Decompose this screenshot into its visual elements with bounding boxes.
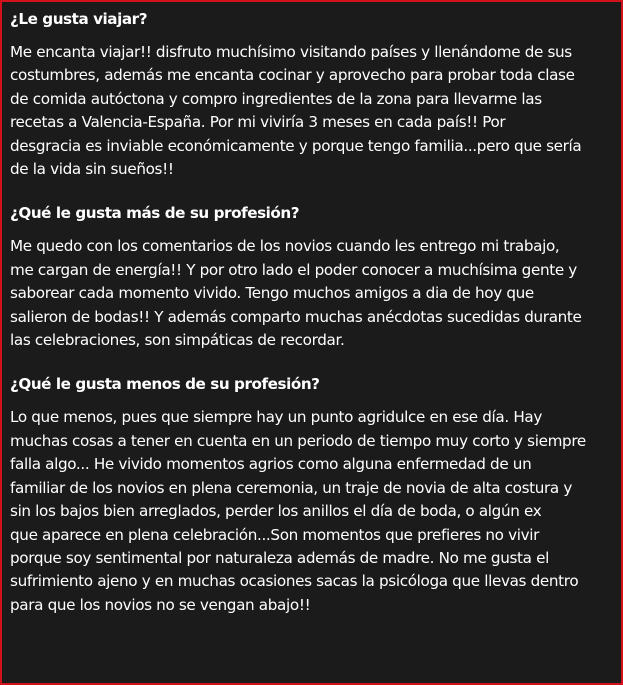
answer-line: saborear cada momento vivido. Tengo muchos amigos a dia de hoy que <box>10 284 534 303</box>
answer-text <box>10 235 615 352</box>
answer-line: las celebraciones, son simpáticas de recordar. <box>10 331 345 350</box>
answer-line: me cargan de energía!! Y por otro lado el poder conocer a muchísima gente y <box>10 260 577 279</box>
answer-line: de la vida sin sueños!! <box>10 160 174 179</box>
question-heading: ¿Qué le gusta más de su profesión? <box>10 204 300 223</box>
answer-line: recetas a Valencia-España. Por mi viviría 3 meses en cada país!! Por <box>10 113 506 132</box>
answer-line: sufrimiento ajeno y en muchas ocasiones sacas la psicóloga que llevas dentro <box>10 572 579 591</box>
question-heading: ¿Le gusta viajar? <box>10 10 148 28</box>
answer-line: sin los bajos bien arreglados, perder los anillos el día de boda, o algún ex <box>10 502 542 521</box>
answer-line: costumbres, además me encanta cocinar y aprovecho para probar toda clase <box>10 66 575 85</box>
answer-line: salieron de bodas!! Y además comparto muchas anécdotas sucedidas durante <box>10 307 582 326</box>
answer-line: muchas cosas a tener en cuenta en un periodo de tiempo muy corto y siempre <box>10 431 586 450</box>
answer-line: porque soy sentimental por naturaleza además de madre. No me gusta el <box>10 548 549 567</box>
answer-text <box>10 41 615 181</box>
answer-line: que aparece en plena celebración...Son momentos que prefieres no vivir <box>10 525 540 544</box>
answer-line: desgracia es inviable económicamente y porque tengo familia...pero que sería <box>10 136 582 155</box>
answer-line: falla algo... He vivido momentos agrios como alguna enfermedad de un <box>10 455 532 474</box>
answer-text <box>10 406 615 617</box>
section-travel <box>10 8 613 181</box>
answer-line: Me encanta viajar!! disfruto muchísimo visitando países y llenándome de sus <box>10 43 572 61</box>
section-dislikes-profession <box>10 373 613 617</box>
section-likes-profession <box>10 202 613 352</box>
answer-line: para que los novios no se vengan abajo!! <box>10 595 311 614</box>
question-heading: ¿Qué le gusta menos de su profesión? <box>10 375 320 394</box>
answer-line: Me quedo con los comentarios de los novios cuando les entrego mi trabajo, <box>10 237 560 256</box>
answer-line: familiar de los novios en plena ceremonia, un traje de novia de alta costura y <box>10 478 572 497</box>
answer-line: Lo que menos, pues que siempre hay un punto agridulce en ese día. Hay <box>10 408 542 427</box>
answer-line: de comida autóctona y compro ingredientes de la zona para llevarme las <box>10 89 542 108</box>
